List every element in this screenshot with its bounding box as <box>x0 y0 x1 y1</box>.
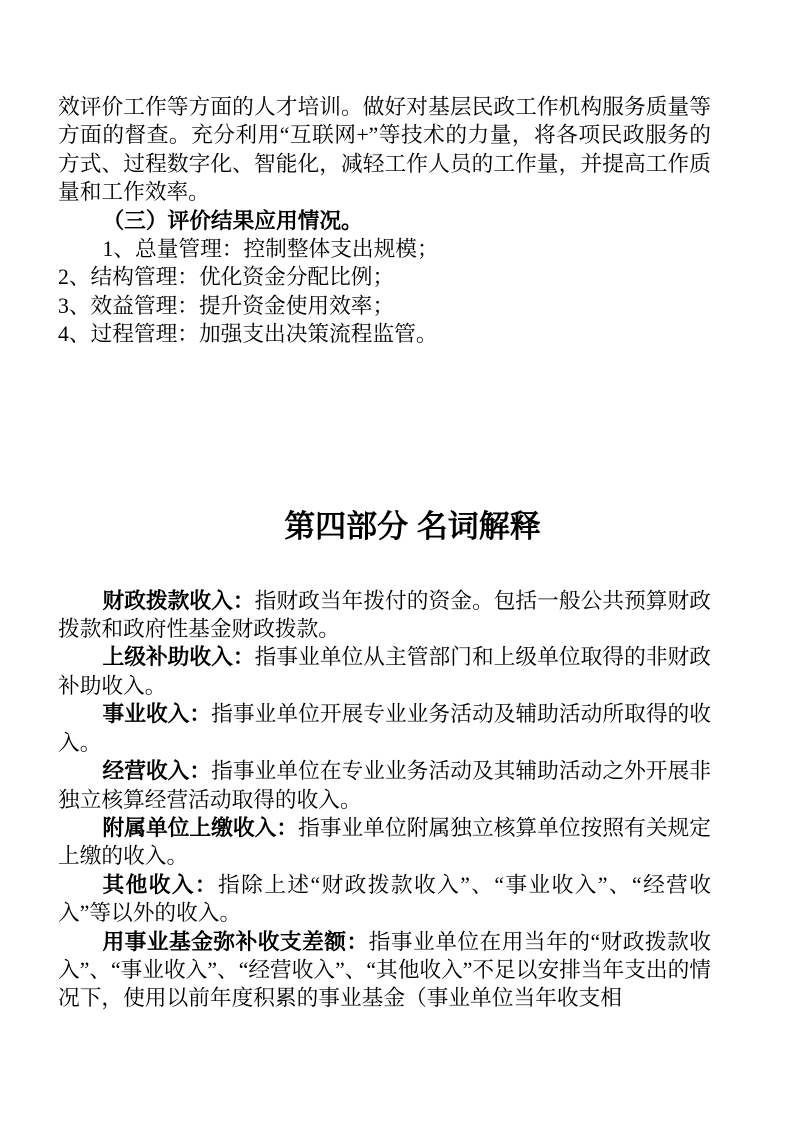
definition-term: 其他收入： <box>102 871 219 897</box>
definition-description: 指事业单位开展专业业务活动及辅助活动所取得的收入。 <box>58 702 711 755</box>
definition-description: 指事业单位附属独立核算单位按照有关规定上缴的收入。 <box>58 815 711 869</box>
definition-description: 指事业单位在用当年的“财政拨款收入”、“事业收入”、“经营收入”、“其他收入”不足以安排当年支出的情况下，使用以前年度积累的事业基金（事业单位当年收支相 <box>58 929 711 1011</box>
definition-term: 附属单位上缴收入： <box>102 814 299 840</box>
list-item: 4、过程管理：加强支出决策流程监管。 <box>58 322 438 347</box>
definition-paragraph <box>58 587 711 644</box>
list-item: 3、效益管理：提升资金使用效率； <box>58 293 395 318</box>
definition-paragraph <box>58 814 711 871</box>
definition-term: 用事业基金弥补收支差额： <box>102 928 369 954</box>
definition-description: 指事业单位在专业业务活动及其辅助活动之外开展非独立核算经营活动取得的收入。 <box>58 759 711 812</box>
definition-term: 上级补助收入： <box>102 644 255 670</box>
definition-paragraph <box>58 700 711 757</box>
section-heading: （三）评价结果应用情况。 <box>102 207 363 233</box>
definition-term: 财政拨款收入： <box>102 587 255 613</box>
body-paragraph: 效评价工作等方面的人才培训。做好对基层民政工作机构服务质量等方面的督查。充分利用“互联网+”等技术的力量，将各项民政服务的方式、过程数字化、智能化，减轻工作人员的工作量，并提高工作质量和工作效率。 <box>58 95 711 205</box>
definition-description: 指事业单位从主管部门和上级单位取得的非财政补助收入。 <box>58 645 711 698</box>
page-content <box>58 93 711 1013</box>
definition-paragraph <box>58 757 711 814</box>
definition-description: 指除上述“财政拨款收入”、“事业收入”、“经营收入”等以外的收入。 <box>58 872 711 926</box>
definition-description: 指财政当年拨付的资金。包括一般公共预算财政拨款和政府性基金财政拨款。 <box>58 588 711 642</box>
definition-term: 事业收入： <box>102 701 212 727</box>
part-title: 第四部分 名词解释 <box>284 508 541 544</box>
definition-paragraph <box>58 871 711 928</box>
definition-paragraph <box>58 928 711 1013</box>
list-item: 1、总量管理：控制整体支出规模； <box>102 237 439 262</box>
definition-term: 经营收入： <box>102 758 212 784</box>
list-item: 2、结构管理：优化资金分配比例； <box>58 265 395 290</box>
definition-paragraph <box>58 643 711 700</box>
definitions-section <box>58 587 711 1013</box>
